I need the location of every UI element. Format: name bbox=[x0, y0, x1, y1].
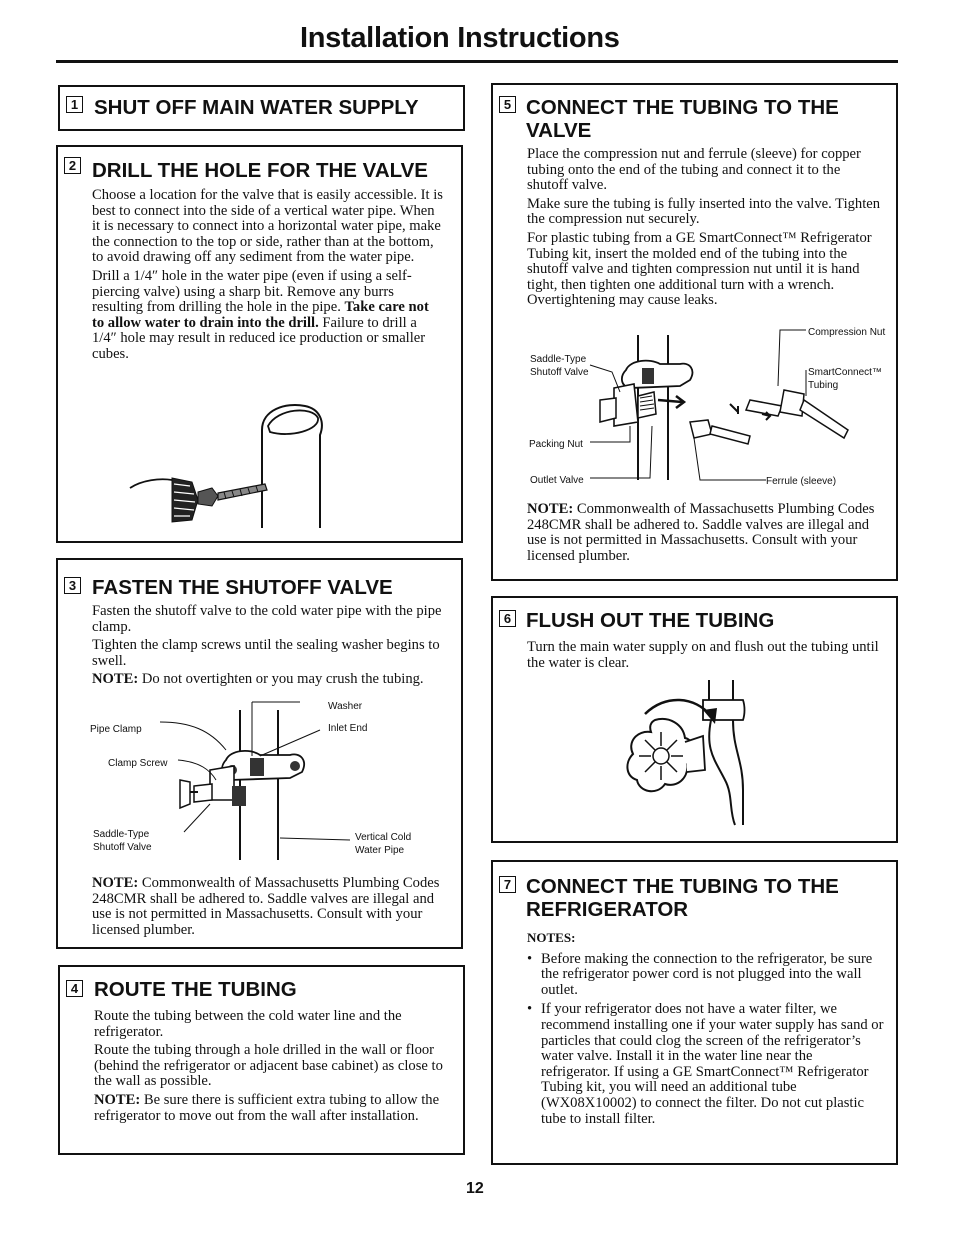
step-3-note2 bbox=[92, 876, 452, 941]
step-5-note-text: Commonwealth of Massachusetts Plumbing Codes 248CMR shall be adhered to. Saddle valves are illegal and use is not permitted in Massachusetts. Consult with your licensed plumber. bbox=[527, 501, 875, 564]
label-packing-nut: Packing Nut bbox=[529, 439, 583, 450]
step-3-p2: Tighten the clamp screws until the sealing washer begins to swell. bbox=[92, 637, 440, 669]
step-7-notes-label-text: NOTES: bbox=[527, 930, 576, 945]
step-1-number: 1 bbox=[66, 96, 83, 113]
step-5-text bbox=[527, 147, 883, 312]
step-4-note-text: Be sure there is sufficient extra tubing to allow the refrigerator to move out from the wall after installation. bbox=[94, 1091, 440, 1124]
label-outlet-valve: Outlet Valve bbox=[530, 475, 584, 486]
step-6-number: 6 bbox=[499, 610, 516, 627]
page-title: Installation Instructions bbox=[300, 22, 620, 54]
step-4-p1: Route the tubing between the cold water line and the refrigerator. bbox=[94, 1008, 402, 1040]
step-3-note bbox=[92, 672, 446, 688]
label-clamp-screw: Clamp Screw bbox=[108, 758, 168, 769]
step-7-notes-list bbox=[527, 952, 885, 1128]
step-3-number: 3 bbox=[64, 577, 81, 594]
label-smartconnect-tubing: SmartConnect™ Tubing bbox=[808, 367, 882, 391]
water-valve-illustration bbox=[625, 680, 755, 825]
step-2-number: 2 bbox=[64, 157, 81, 174]
step-3-note2-text: Commonwealth of Massachusetts Plumbing Codes 248CMR shall be adhered to. Saddle valves are illegal and use is not permitted in Massachusetts. Consult with your licensed plumber. bbox=[92, 875, 440, 938]
label-inlet-end: Inlet End bbox=[328, 723, 368, 734]
label-saddle-valve: Saddle-Type Shutoff Valve bbox=[93, 829, 152, 853]
step-7-notes-label bbox=[527, 930, 885, 947]
label-vertical-pipe: Vertical Cold Water Pipe bbox=[355, 832, 412, 856]
step-5-p3: For plastic tubing from a GE SmartConnect™ Refrigerator Tubing kit, insert the molded end of the tubing into the shutoff valve and tighten compression nut until it is hand tight, then tighten one additional turn with a wrench. Overtightening may cause leaks. bbox=[527, 229, 872, 309]
step-2-p1: Choose a location for the valve that is easily accessible. It is best to connect into the side of a vertical water pipe. When it is necessary to connect into a horizontal water pipe, make the connection to the top or side, rather than at the bottom, to avoid drawing off any sediment from the water pipe. bbox=[92, 187, 443, 266]
step-3-text bbox=[92, 604, 446, 691]
step-1-heading: SHUT OFF MAIN WATER SUPPLY bbox=[94, 96, 419, 119]
step-3-note-label: NOTE: bbox=[92, 671, 139, 688]
label-pipe-clamp: Pipe Clamp bbox=[90, 724, 142, 735]
label-saddle-valve-5: Saddle-Type Shutoff Valve bbox=[530, 354, 589, 378]
step-3-heading: FASTEN THE SHUTOFF VALVE bbox=[92, 576, 393, 599]
step-6-text bbox=[527, 640, 883, 674]
step-7-bullet-2: • If your refrigerator does not have a water filter, we recommend installing one if your water supply has sand or particles that could clog the screen of the refrigerator’s water valve. Install it in the water line near the refrigerator. If using a GE SmartConnect™ Refrigerator Tubing kit, you will need an additional tube (WX08X10002) to connect the filter. Do not cut plastic tube to install filter. bbox=[527, 1002, 885, 1127]
step-2-p2 bbox=[92, 269, 444, 363]
step-6-p1: Turn the main water supply on and flush out the tubing until the water is clear. bbox=[527, 639, 879, 671]
step-4-p2: Route the tubing through a hole drilled in the wall or floor (behind the refrigerator or adjacent base cabinet) as close to the wall as possible. bbox=[94, 1042, 443, 1090]
step-3-p1: Fasten the shutoff valve to the cold water pipe with the pipe clamp. bbox=[92, 603, 442, 635]
step-3-note2-p bbox=[92, 876, 452, 938]
step-4-note bbox=[94, 1093, 446, 1124]
step-2-heading: DRILL THE HOLE FOR THE VALVE bbox=[92, 159, 428, 182]
step-5-p1: Place the compression nut and ferrule (sleeve) for copper tubing onto the end of the tubing and connect it to the shutoff valve. bbox=[527, 146, 861, 194]
step-4-number: 4 bbox=[66, 980, 83, 997]
step-5-note-label: NOTE: bbox=[527, 501, 574, 517]
step-7-bullet-1: • Before making the connection to the refrigerator, be sure the refrigerator power cord is not plugged into the wall outlet. bbox=[527, 952, 885, 999]
step-2-text bbox=[92, 188, 444, 366]
step-4-note-label: NOTE: bbox=[94, 1091, 141, 1108]
step-2-p2-text: Drill a 1/4″ hole in the water pipe (even if using a self-piercing valve) using a sharp bit. Remove any burrs resulting from drilling the hole in the pipe. bbox=[92, 267, 412, 316]
label-washer: Washer bbox=[328, 701, 363, 712]
step-3-note2-label: NOTE: bbox=[92, 875, 139, 891]
step-2-p2-tail: Failure to drill a 1/4″ hole may result in reduced ice production or smaller cubes. bbox=[92, 314, 426, 362]
step-7-heading: CONNECT THE TUBING TO THE REFRIGERATOR bbox=[526, 875, 839, 921]
label-compression-nut: Compression Nut bbox=[808, 327, 886, 338]
step-5-note-p bbox=[527, 502, 887, 564]
step-4-text bbox=[94, 1009, 446, 1127]
page-number: 12 bbox=[466, 1180, 484, 1197]
step-5-note bbox=[527, 502, 887, 567]
step-4-heading: ROUTE THE TUBING bbox=[94, 978, 297, 1001]
step-2-warning: Take care not to allow water to drain into the drill. bbox=[92, 299, 429, 331]
step-5-p2: Make sure the tubing is fully inserted into the valve. Tighten the compression nut securely. bbox=[527, 195, 881, 228]
drill-illustration bbox=[120, 400, 440, 535]
step-6-heading: FLUSH OUT THE TUBING bbox=[526, 609, 775, 632]
step-5-heading: CONNECT THE TUBING TO THE VALVE bbox=[526, 96, 839, 142]
title-rule bbox=[56, 60, 898, 63]
tubing-connection-illustration bbox=[590, 330, 860, 480]
step-3-note-text: Do not overtighten or you may crush the tubing. bbox=[141, 671, 424, 688]
shutoff-valve-illustration bbox=[150, 700, 363, 865]
step-7-number: 7 bbox=[499, 876, 516, 893]
step-5-number: 5 bbox=[499, 96, 516, 113]
label-ferrule: Ferrule (sleeve) bbox=[766, 476, 837, 487]
step-7-text bbox=[527, 930, 885, 1131]
